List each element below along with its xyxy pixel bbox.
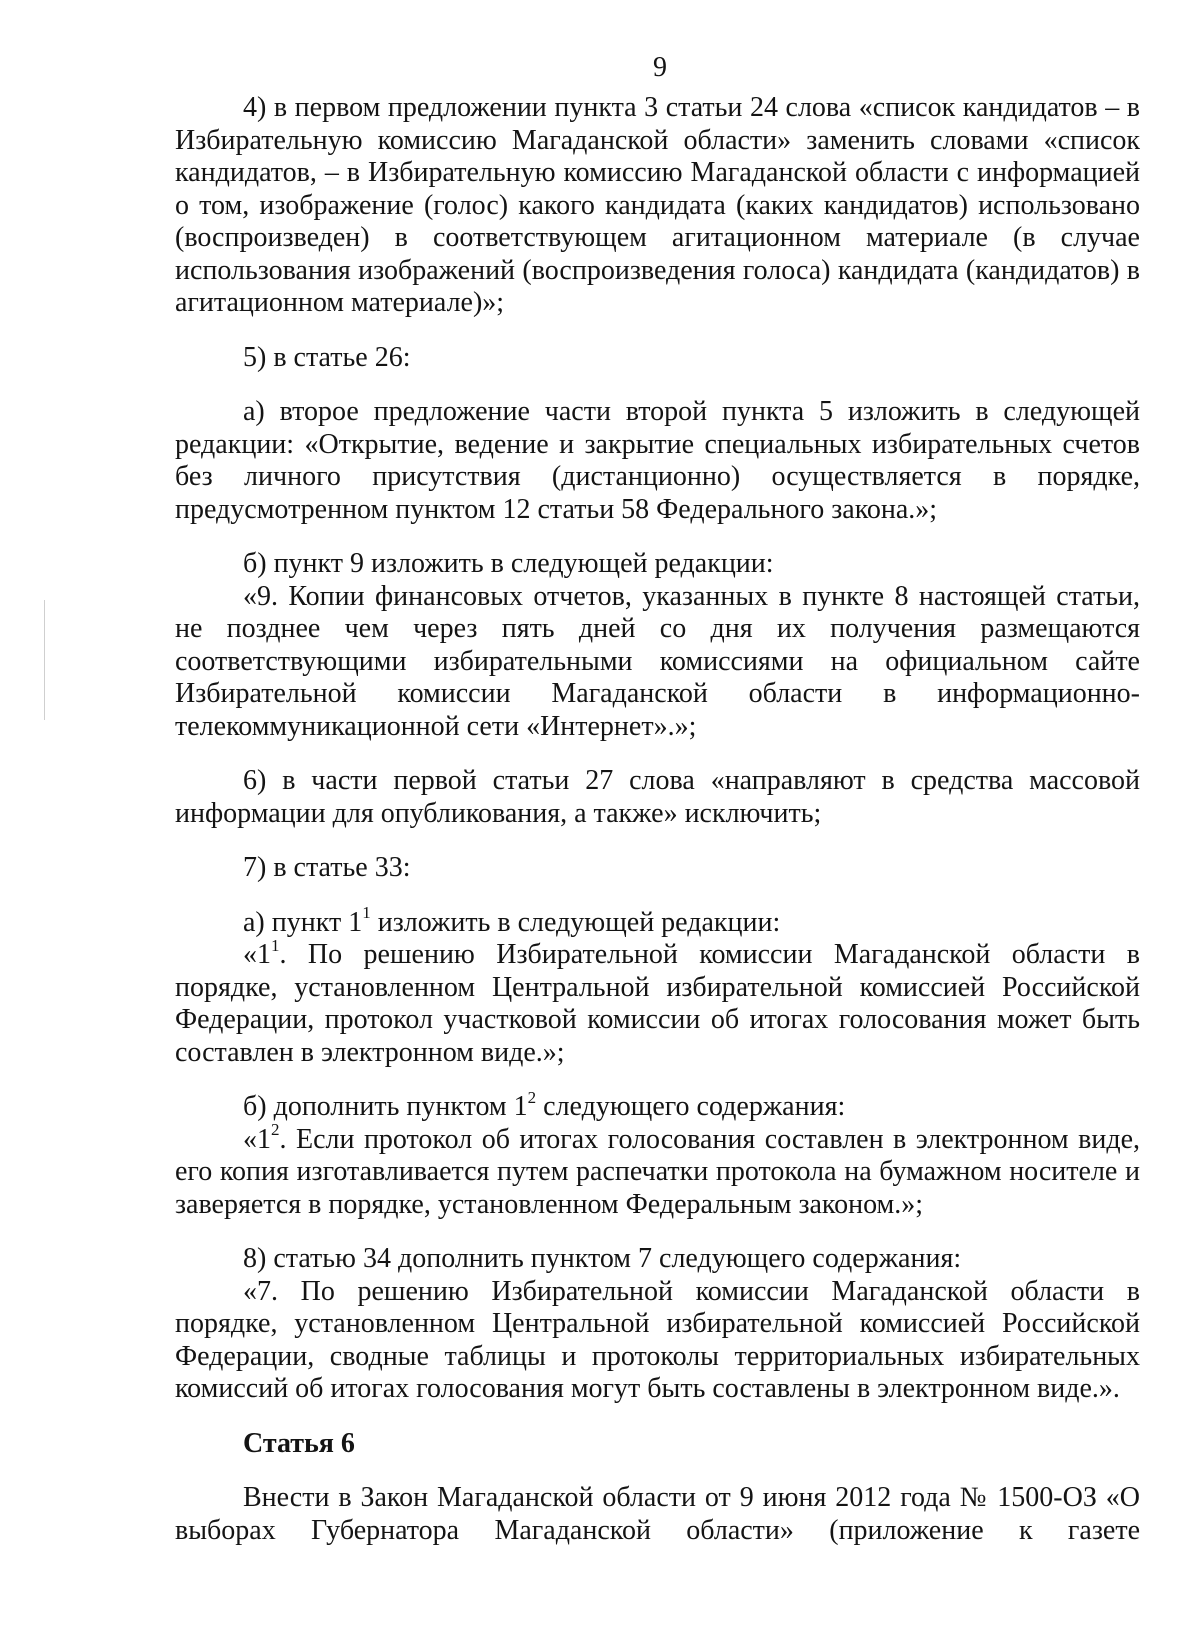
paragraph-item-7a-pre: а) пункт 1 — [243, 906, 363, 938]
document-body — [175, 92, 1140, 1547]
paragraph-item-7a-text-post: . По решению Избирательной комиссии Магаданской области в порядке, установленном Центральной избирательной комиссией Российской Федерации, протокол участковой комиссии об итогах голосования может быть составлен в электронном виде.»; — [175, 939, 1140, 1068]
paragraph-item-8: 8) статью 34 дополнить пунктом 7 следующего содержания: — [243, 1243, 962, 1274]
paragraph-item-5b: б) пункт 9 изложить в следующей редакции: — [243, 548, 774, 579]
paragraph-item-7b-pre: б) дополнить пунктом 1 — [243, 1091, 528, 1122]
paragraph-item-5: 5) в статье 26: — [243, 341, 411, 373]
superscript-2: 2 — [271, 1120, 280, 1140]
article-heading: Статья 6 — [243, 1427, 355, 1459]
paragraph-item-7: 7) в статье 33: — [243, 852, 411, 883]
paragraph-item-6: 6) в части первой статьи 27 слова «направляют в средства массовой информации для опубликования, а также» исключить; — [175, 765, 1140, 829]
paragraph-item-7b-post: следующего содержания: — [536, 1091, 846, 1122]
superscript-1: 1 — [271, 935, 280, 955]
paragraph-item-7b-text — [175, 1120, 1140, 1222]
paragraph-item-7a — [175, 903, 1140, 940]
paragraph-article-6: Внести в Закон Магаданской области от 9 июня 2012 года № 1500-ОЗ «О выборах Губернатора Магаданской области» (приложение к газете — [175, 1482, 1140, 1546]
paragraph-item-5a: а) второе предложение части второй пункта 5 изложить в следующей редакции: «Открытие, ведение и закрытие специальных избирательных счетов без личного присутствия (дистанционно) осуществляется в порядке, предусмотренном пунктом 12 статьи 58 Федерального закона.»; — [175, 396, 1140, 525]
page-number: 9 — [653, 52, 667, 83]
superscript-1: 1 — [362, 903, 371, 923]
paragraph-item-7b-text-post: . Если протокол об итогах голосования составлен в электронном виде, его копия изготавливается путем распечатки протокола на бумажном носителе и заверяется в порядке, установленном Федеральным законом.»; — [175, 1123, 1140, 1220]
paragraph-item-7a-text — [175, 935, 1140, 1069]
paragraph-item-8-text: «7. По решению Избирательной комиссии Магаданской области в порядке, установленном Центральной избирательной комиссией Российской Федерации, сводные таблицы и протоколы территориальных избирательных комиссий об итогах голосования могут быть составлены в электронном виде.». — [175, 1275, 1140, 1404]
paragraph-item-5b-text: «9. Копии финансовых отчетов, указанных в пункте 8 настоящей статьи, не позднее чем через пять дней со дня их получения размещаются соответствующими избирательными комиссиями на официальном сайте Избирательной комиссии Магаданской области в информационно-телекоммуникационной сети «Интернет».»; — [175, 580, 1140, 742]
paragraph-item-7b — [175, 1087, 1140, 1124]
superscript-2: 2 — [527, 1087, 537, 1107]
paragraph-item-7a-post: изложить в следующей редакции: — [370, 906, 781, 938]
paragraph-item-4: 4) в первом предложении пункта 3 статьи 24 слова «список кандидатов – в Избирательную комиссию Магаданской области» заменить словами «список кандидатов, – в Избирательную комиссию Магаданской области с информацией о том, изображение (голос) какого кандидата (каких кандидатов) использовано (воспроизведен) в соответствующем агитационном материале (в случае использования изображений (воспроизведения голоса) кандидата (кандидатов) в агитационном материале)»; — [175, 92, 1140, 318]
paragraph-item-7b-text-pre: «1 — [243, 1123, 271, 1155]
paragraph-item-7a-text-pre: «1 — [243, 939, 271, 970]
scan-margin-mark — [44, 600, 45, 720]
